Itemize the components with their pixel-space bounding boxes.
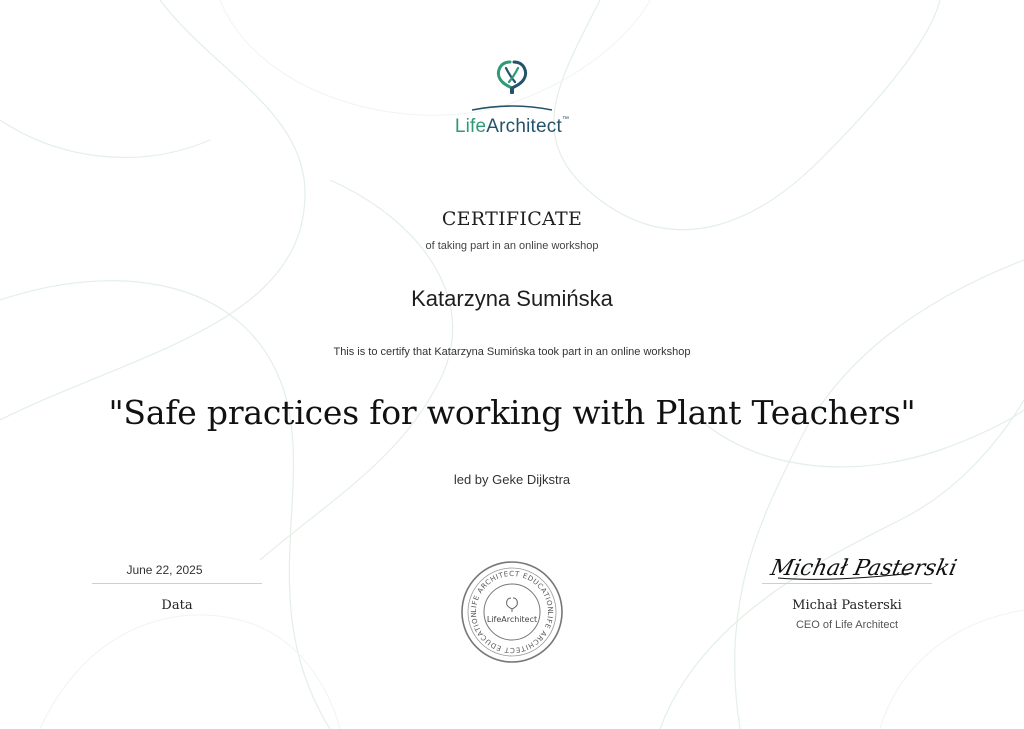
date-divider bbox=[92, 583, 262, 584]
workshop-title: "Safe practices for working with Plant Teachers" bbox=[108, 393, 916, 432]
logo-trademark: ™ bbox=[561, 116, 570, 123]
logo-wordmark bbox=[0, 116, 1024, 138]
date-label: Data bbox=[161, 598, 193, 613]
certificate-subtitle: of taking part in an online workshop bbox=[425, 240, 599, 252]
signature-image bbox=[768, 545, 960, 585]
logo-word-life: Life bbox=[454, 116, 487, 137]
logo-word-architect: Architect bbox=[486, 116, 562, 137]
seal-ring-text-top: LIFE ARCHITECT EDUCATION bbox=[469, 569, 555, 613]
recipient-name: Katarzyna Sumińska bbox=[411, 286, 613, 311]
workshop-leader: led by Geke Dijkstra bbox=[453, 472, 571, 487]
certification-statement: This is to certify that Katarzyna Sumińska took part in an online workshop bbox=[333, 346, 691, 358]
seal-ring-text-bottom: LIFE ARCHITECT EDUCATION bbox=[469, 611, 555, 655]
signer-title: CEO of Life Architect bbox=[795, 619, 899, 631]
signature-divider bbox=[762, 583, 932, 584]
signer-name: Michał Pasterski bbox=[792, 598, 902, 613]
certificate-title: CERTIFICATE bbox=[441, 208, 583, 230]
education-seal-icon bbox=[460, 560, 564, 664]
date-value: June 22, 2025 bbox=[126, 563, 203, 577]
signature-text: Michał Pasterski bbox=[768, 555, 960, 581]
seal-center-text: LifeArchitect bbox=[486, 615, 538, 624]
